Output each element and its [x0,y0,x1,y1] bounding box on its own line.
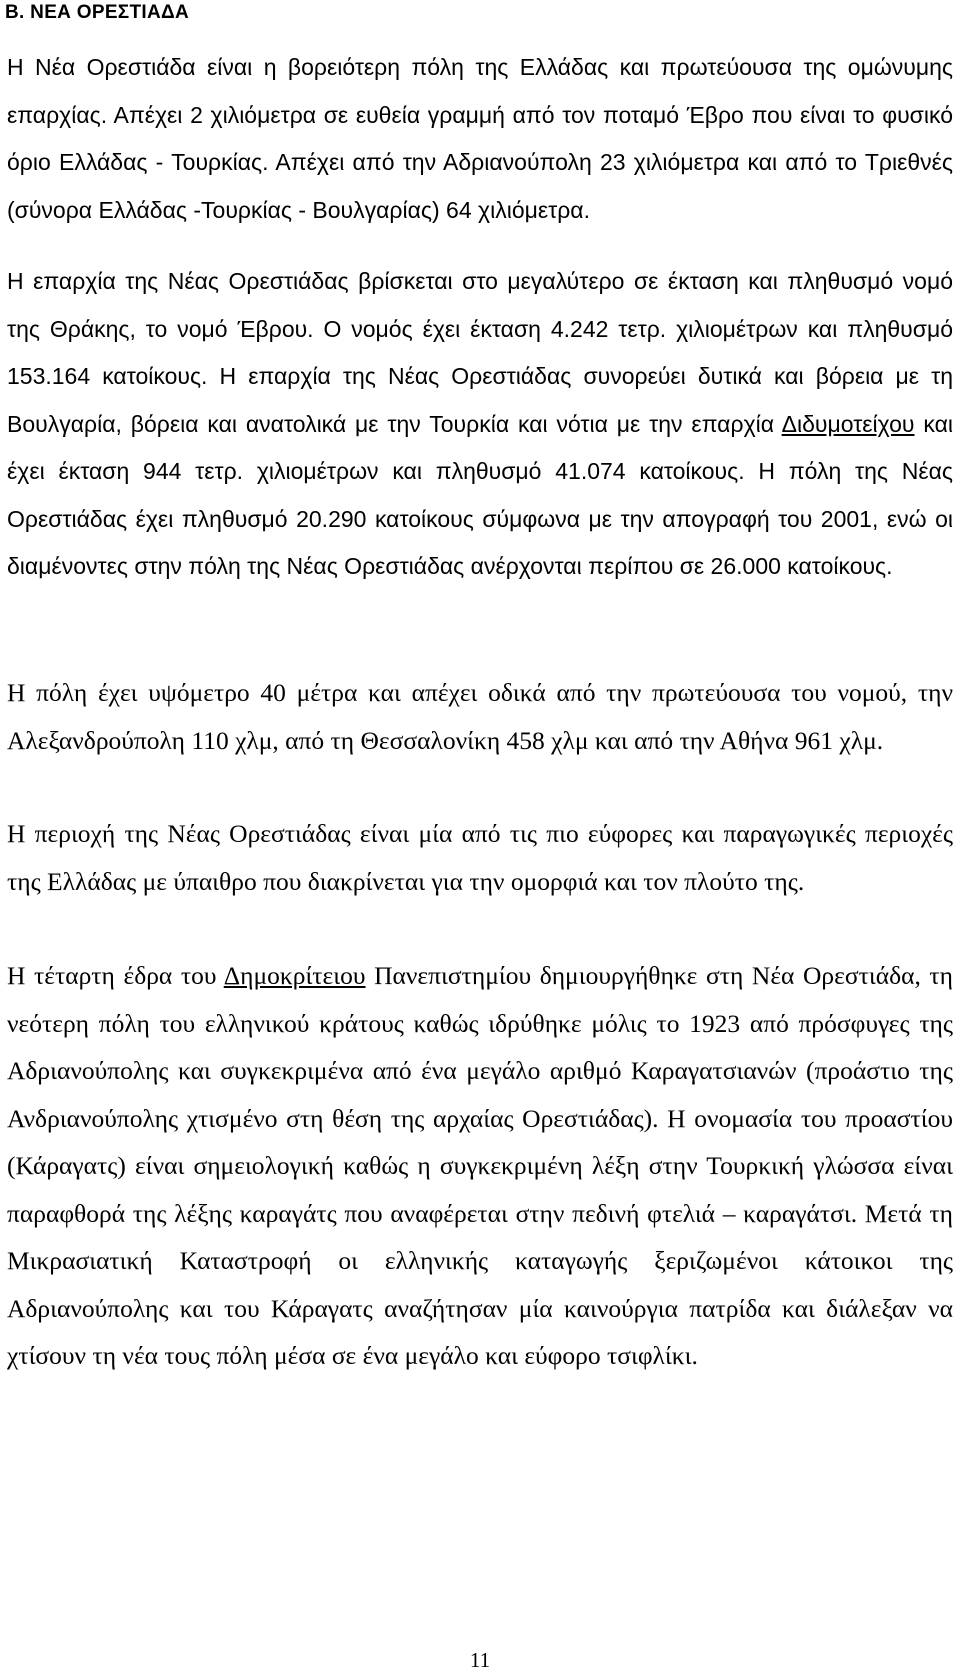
democritus-underlined: Δημοκρίτειου [223,961,366,990]
paragraph-prefecture-text-a: Η επαρχία της Νέας Ορεστιάδας βρίσκεται στο μεγαλύτερο σε έκταση και πληθυσμό νομό της Θράκης, το νομό Έβρου. Ο νομός έχει έκταση 4.242 τετρ. χιλιομέτρων και πληθυσμό 153.164 κατοίκους. Η επαρχία της Νέας Ορεστιάδας συνορεύει δυτικά και βόρεια με τη Βουλγαρία, βόρεια και ανατολικά με την Τουρκία και νότια με την επαρχία [7,268,953,437]
section-heading: Β. ΝΕΑ ΟΡΕΣΤΙΑΔΑ [5,2,189,23]
paragraph-prefecture [7,258,953,591]
paragraph-distances: Η πόλη έχει υψόμετρο 40 μέτρα και απέχει οδικά από την πρωτεύουσα του νομού, την Αλεξανδρούπολη 110 χλμ, από τη Θεσσαλονίκη 458 χλμ και από την Αθήνα 961 χλμ. [7,678,953,755]
didymoteicho-underlined: Διδυμοτείχου [781,410,915,437]
paragraph-university [7,952,953,1380]
paragraph-region: Η περιοχή της Νέας Ορεστιάδας είναι μία από τις πιο εύφορες και παραγωγικές περιοχές της Ελλάδας με ύπαιθρο που διακρίνεται για την ομορφιά και τον πλούτο της. [7,819,953,896]
paragraph-university-text-a: Η τέταρτη έδρα του [7,961,224,990]
paragraph-prefecture-text-b: και έχει έκταση 944 τετρ. χιλιομέτρων και πληθυσμό 41.074 κατοίκους. Η πόλη της Νέας Ορεστιάδας έχει πληθυσμό 20.290 κατοίκους σύμφωνα με την απογραφή του 2001, ενώ οι διαμένοντες στην πόλη της Νέας Ορεστιάδας ανέρχονται περίπου σε 26.000 κατοίκους. [7,410,953,579]
paragraph-university-text-b: Πανεπιστημίου δημιουργήθηκε στη Νέα Ορεστιάδα, τη νεότερη πόλη του ελληνικού κράτους καθώς ιδρύθηκε μόλις το 1923 από πρόσφυγες της Αδριανούπολης και συγκεκριμένα από ένα μεγάλο αριθμό Καραγατσιανών (προάστιο της Ανδριανούπολης χτισμένο στη θέση της αρχαίας Ορεστιάδας). Η ονομασία του προαστίου (Κάραγατς) είναι σημειολογική καθώς η συγκεκριμένη λέξη στην Τουρκική γλώσσα είναι παραφθορά της λέξης καραγάτς που αναφέρεται στην πεδινή φτελιά – καραγάτσι. Μετά τη Μικρασιατική Καταστροφή οι ελληνικής καταγωγής ξεριζωμένοι κάτοικοι της Αδριανούπολης και του Κάραγατς αναζήτησαν μία καινούργια πατρίδα και διάλεξαν να χτίσουν τη νέα τους πόλη μέσα σε ένα μεγάλο και εύφορο τσιφλίκι. [7,961,954,1370]
paragraph-intro: Η Νέα Ορεστιάδα είναι η βορειότερη πόλη της Ελλάδας και πρωτεύουσα της ομώνυμης επαρχίας. Απέχει 2 χιλιόμετρα σε ευθεία γραμμή από τον ποταμό Έβρο που είναι το φυσικό όριο Ελλάδας - Τουρκίας. Απέχει από την Αδριανούπολη 23 χιλιόμετρα και από το Τριεθνές (σύνορα Ελλάδας -Τουρκίας - Βουλγαρίας) 64 χιλιόμετρα. [7,54,953,223]
page-number: 11 [469,1648,491,1672]
